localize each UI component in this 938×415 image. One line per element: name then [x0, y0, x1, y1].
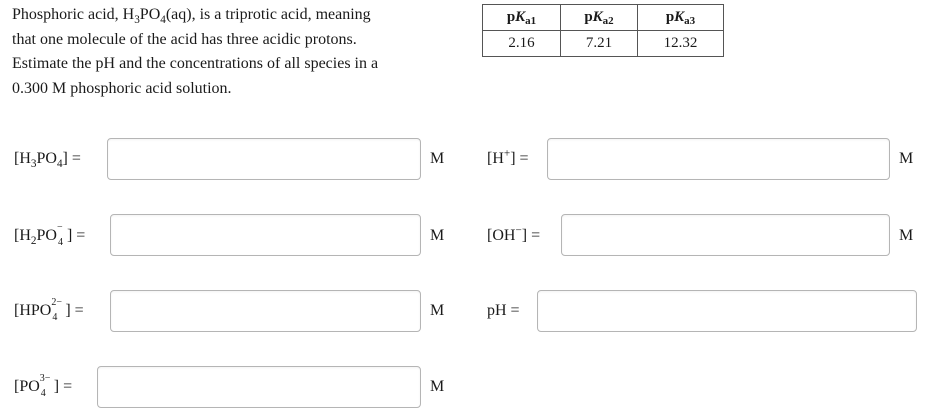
problem-statement — [12, 3, 452, 101]
po4-unit: M — [430, 378, 445, 395]
oh-minus-unit: M — [899, 227, 914, 244]
h-plus-unit: M — [899, 150, 914, 167]
h3po4-input[interactable] — [107, 138, 421, 180]
hpo4-input[interactable] — [110, 290, 421, 332]
pka-value-row — [483, 31, 724, 57]
ph-label: pH = — [487, 302, 520, 319]
hpo4-label: [HPO 2− 4 ] = — [14, 297, 84, 324]
h2po4-label: [$H_2PO$ − 4 ] = — [14, 222, 86, 249]
intro-text: PO — [139, 6, 161, 23]
h2po4-input[interactable] — [110, 214, 421, 256]
intro-line-2: that one molecule of the acid has three acidic protons. — [12, 30, 357, 48]
subscript: 3 — [134, 14, 140, 27]
h3po4-label: $[H_3PO_4]$ = — [14, 150, 81, 171]
oh-minus-input[interactable] — [561, 214, 890, 256]
h-plus-label: [H+] = — [487, 147, 529, 167]
h3po4-unit: M — [430, 150, 445, 167]
pka-header-row — [483, 5, 724, 31]
pka3-value: 12.32 — [638, 31, 724, 57]
subscript: 4 — [160, 14, 166, 27]
ph-input[interactable] — [537, 290, 917, 332]
pka1-value: 2.16 — [483, 31, 561, 57]
oh-minus-label: [OH−] = — [487, 224, 541, 244]
po4-label: [PO 3− 4 ] = — [14, 373, 73, 400]
intro-text: (aq), is a triprotic acid, meaning — [165, 6, 371, 23]
intro-line-4: 0.300 M phosphoric acid solution. — [12, 79, 232, 97]
h-plus-input[interactable] — [547, 138, 890, 180]
hpo4-unit: M — [430, 302, 445, 319]
pka-table — [482, 4, 724, 57]
h2po4-unit: M — [430, 227, 445, 244]
pka3-header: $pK_{a3}$ — [638, 5, 724, 31]
intro-line-3: Estimate the pH and the concentrations of all species in a — [12, 55, 379, 72]
pka2-header: $pK_{a2}$ — [561, 5, 638, 31]
po4-input[interactable] — [97, 366, 421, 408]
intro-text: Phosphoric acid, H — [12, 6, 135, 23]
intro-line-1 — [12, 3, 452, 28]
pka2-value: 7.21 — [561, 31, 638, 57]
pka1-header: $pK_{a1}$ — [483, 5, 561, 31]
